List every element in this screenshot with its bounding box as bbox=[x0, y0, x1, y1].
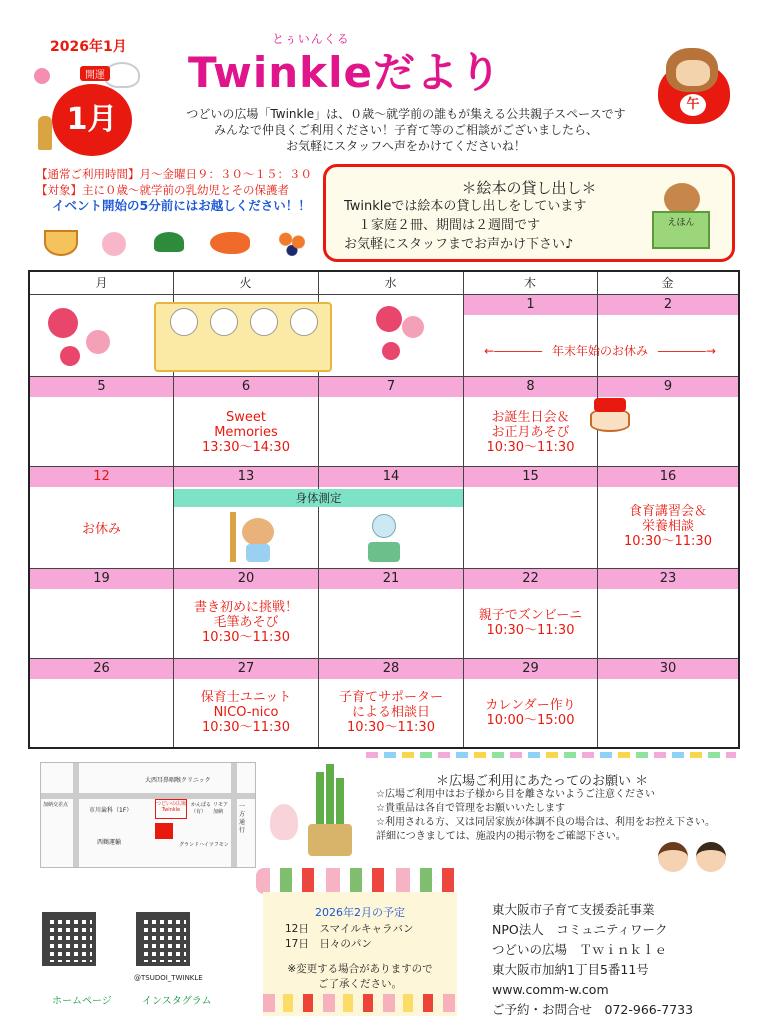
event-line: カレンダー作り bbox=[485, 698, 576, 713]
arrow-right-icon: ――――→ bbox=[657, 344, 716, 358]
day-7: 7 bbox=[319, 377, 463, 397]
map-label: 市川歯科（1F） bbox=[89, 807, 133, 814]
february-title: 2026年2月の予定 bbox=[315, 906, 405, 919]
map-label: つどいの広場Twinkle bbox=[156, 801, 187, 813]
note-line: ※変更する場合がありますので bbox=[287, 963, 433, 975]
event-line: NICO-nico bbox=[213, 705, 279, 720]
event-line: お誕生日会＆ bbox=[491, 410, 570, 425]
event-line: 書き初めに挑戦！ bbox=[193, 600, 298, 615]
notice-list bbox=[376, 788, 715, 844]
map-label: 加納交差点 bbox=[43, 802, 69, 808]
arrival-notice: イベント開始の5分前にはお越しください！！ bbox=[52, 198, 311, 213]
day-13: 13 bbox=[174, 467, 318, 487]
snowmen-kakizome-icon bbox=[154, 302, 332, 372]
rabbit-icon bbox=[270, 804, 298, 840]
day-23: 23 bbox=[598, 569, 738, 589]
notice-line: ☆貴重品は各自で管理をお願いいたします bbox=[376, 803, 565, 814]
map-label: 西鶴運輸 bbox=[97, 839, 122, 846]
event-line: 10:30～11:30 bbox=[486, 623, 575, 638]
february-items bbox=[285, 922, 413, 952]
day-30: 30 bbox=[598, 659, 738, 679]
day-14: 14 bbox=[319, 467, 463, 487]
weekday-tue: 火 bbox=[239, 276, 252, 290]
plum-blossom-icon bbox=[60, 346, 80, 366]
day-1: 1 bbox=[464, 295, 597, 315]
day-15: 15 bbox=[464, 467, 597, 487]
event-zoombini bbox=[464, 608, 597, 638]
picture-book bbox=[652, 211, 710, 249]
title-furigana: とぅいんくる bbox=[272, 32, 350, 46]
map-label: 大西耳鼻咽喉クリニック bbox=[145, 777, 211, 784]
event-kakizome bbox=[174, 600, 318, 645]
event-line: 食育講習会＆ bbox=[628, 504, 707, 519]
weekday-thu: 木 bbox=[523, 276, 536, 290]
intro-line: お気軽にスタッフへ声をかけてくださいね！ bbox=[286, 139, 526, 153]
lending-line: １家庭２冊、期間は２週間です bbox=[358, 218, 541, 233]
event-line: による相談日 bbox=[351, 705, 430, 720]
lending-body bbox=[344, 197, 586, 254]
intro-line: みんなで仲良くご利用ください！子育て等のご相談がございましたら、 bbox=[213, 123, 598, 137]
event-line: 10:30～11:30 bbox=[347, 720, 435, 735]
intro-line: つどいの広場「Twinkle」は、０歳～就学前の誰もが集える公共親子スペースです bbox=[186, 107, 626, 121]
kadomatsu-icon bbox=[296, 764, 356, 860]
map-label: リモア加納 bbox=[213, 802, 229, 815]
instagram-handle: @TSUDOI_TWINKLE bbox=[134, 974, 203, 982]
plum-blossom-icon bbox=[102, 232, 126, 256]
notice-title: ＊広場ご利用にあたってのお願い ＊ bbox=[436, 774, 649, 789]
notice-line: ☆広場ご利用中はお子様から目を離さないようご注意ください bbox=[376, 789, 655, 800]
day-19: 19 bbox=[30, 569, 173, 589]
day-22: 22 bbox=[464, 569, 597, 589]
holiday-note bbox=[468, 342, 732, 359]
day-2: 2 bbox=[598, 295, 738, 315]
target-value: 主に０歳～就学前の乳幼児とその保護者 bbox=[82, 183, 289, 197]
note-line: ご了承ください。 bbox=[318, 978, 402, 990]
bear-reading-icon bbox=[650, 183, 712, 251]
map-label: グランドハイツフモン bbox=[179, 842, 229, 848]
birthday-cake-icon bbox=[588, 394, 632, 434]
event-line: 子育てサポーター bbox=[338, 690, 443, 705]
hours-value: 月～金曜日９：３０～１５：３０ bbox=[139, 167, 312, 181]
lending-line: Twinkleでは絵本の貸し出しをしています bbox=[344, 199, 587, 214]
map-red-block bbox=[155, 823, 173, 839]
rabbit-scale-icon bbox=[368, 512, 402, 562]
org-line: 東大阪市子育て支援委託事業 bbox=[492, 902, 655, 917]
event-line: 10:30～11:30 bbox=[624, 534, 712, 549]
day-12: 12 bbox=[30, 467, 173, 487]
event-line: 10:30～11:30 bbox=[202, 720, 290, 735]
weekday-wed: 水 bbox=[384, 276, 397, 290]
org-address: 東大阪市加納1丁目5番11号 bbox=[492, 962, 649, 977]
plum-blossom-icon bbox=[34, 68, 50, 84]
book-label: えほん bbox=[667, 218, 695, 228]
intro-text bbox=[176, 106, 636, 154]
february-item: 17日 日々のパン bbox=[285, 938, 372, 950]
weekday-mon: 月 bbox=[95, 276, 108, 290]
month-badge bbox=[52, 84, 132, 156]
plum-blossom-icon bbox=[382, 342, 400, 360]
february-schedule bbox=[263, 892, 457, 1016]
event-supporter bbox=[319, 690, 463, 735]
hagoita-icon bbox=[38, 116, 52, 150]
access-map bbox=[40, 762, 256, 868]
day-20: 20 bbox=[174, 569, 318, 589]
day-6: 6 bbox=[174, 377, 318, 397]
map-twinkle-marker bbox=[155, 799, 187, 819]
event-closed bbox=[30, 522, 173, 537]
uma-badge: 午 bbox=[680, 94, 706, 116]
body-measurement-bar: 身体測定 bbox=[174, 489, 463, 507]
event-line: Memories bbox=[214, 425, 278, 440]
instagram-qr-code[interactable] bbox=[136, 912, 190, 966]
org-line: NPO法人 コミュニティワーク bbox=[492, 922, 668, 937]
children-icon bbox=[656, 842, 736, 874]
decoration-row bbox=[44, 224, 324, 264]
horse-daruma-icon bbox=[652, 42, 736, 124]
tai-fish-icon bbox=[210, 232, 250, 254]
event-line: お休み bbox=[81, 522, 121, 537]
event-line: 10:30～11:30 bbox=[202, 630, 290, 645]
event-line: 10:00～15:00 bbox=[486, 713, 575, 728]
homepage-qr-code[interactable] bbox=[42, 912, 96, 966]
org-line: つどいの広場 Ｔｗｉｎｋｌｅ bbox=[492, 942, 668, 957]
homepage-label: ホームページ bbox=[52, 996, 112, 1007]
notice-line: ☆利用される方、又は同居家族が体調不良の場合は、利用をお控え下さい。 bbox=[376, 817, 715, 828]
february-item: 12日 スマイルキャラバン bbox=[285, 923, 414, 935]
lending-title: ＊絵本の貸し出し＊ bbox=[461, 179, 597, 197]
pine-icon bbox=[154, 232, 184, 252]
org-website-link[interactable]: www.comm-w.com bbox=[492, 982, 609, 997]
confetti-strip bbox=[366, 752, 736, 758]
day-26: 26 bbox=[30, 659, 173, 679]
new-year-icons-strip bbox=[263, 994, 457, 1012]
event-line: 毛筆あそび bbox=[213, 615, 279, 630]
february-note bbox=[263, 962, 457, 992]
event-line: お正月あそび bbox=[491, 425, 570, 440]
event-nutrition bbox=[598, 504, 738, 549]
map-label: かんぱる（有） bbox=[191, 802, 212, 815]
plum-blossom-icon bbox=[402, 316, 424, 338]
event-line: 親子でズンビーニ bbox=[478, 608, 583, 623]
new-year-decoration bbox=[34, 58, 152, 158]
day-9: 9 bbox=[598, 377, 738, 397]
instagram-label: インスタグラム bbox=[142, 996, 212, 1007]
event-line: Sweet bbox=[226, 410, 266, 425]
event-line: 保育士ユニット bbox=[200, 690, 292, 705]
day-29: 29 bbox=[464, 659, 597, 679]
organization-info bbox=[492, 900, 693, 1020]
event-line: 13:30～14:30 bbox=[202, 440, 290, 455]
plum-blossom-icon bbox=[376, 306, 402, 332]
kaiun-badge: 開運 bbox=[80, 66, 110, 81]
plum-blossom-icon bbox=[48, 308, 78, 338]
new-year-icons-strip bbox=[256, 868, 466, 894]
day-27: 27 bbox=[174, 659, 318, 679]
book-lending-box bbox=[323, 164, 735, 262]
event-line: 10:30～11:30 bbox=[486, 440, 575, 455]
notice-line: 詳細につきましては、施設内の掲示物をご確認下さい。 bbox=[376, 831, 626, 842]
event-line: 栄養相談 bbox=[641, 519, 694, 534]
arrow-left-icon: ←―――― bbox=[484, 344, 543, 358]
event-sweet-memories bbox=[174, 410, 318, 455]
hours-info bbox=[36, 166, 312, 214]
day-28: 28 bbox=[319, 659, 463, 679]
event-calendar-making bbox=[464, 698, 597, 728]
day-16: 16 bbox=[598, 467, 738, 487]
org-contact: ご予約・お問合せ 072-966-7733 bbox=[492, 1002, 694, 1017]
month-badge-text: 1月 bbox=[66, 102, 118, 137]
plum-blossom-icon bbox=[86, 330, 110, 354]
lending-line: お気軽にスタッフまでお声かけ下さい♪ bbox=[344, 237, 574, 252]
day-8: 8 bbox=[464, 377, 597, 397]
year-month-label: 2026年1月 bbox=[50, 39, 127, 55]
day-21: 21 bbox=[319, 569, 463, 589]
weekday-fri: 金 bbox=[661, 276, 674, 290]
calendar bbox=[28, 270, 740, 749]
event-nico-nico bbox=[174, 690, 318, 735]
hours-label: 【通常ご利用時間】 bbox=[36, 167, 140, 181]
page-title: Twinkleだより bbox=[188, 48, 502, 97]
holiday-text: 年末年始のお休み bbox=[551, 344, 648, 358]
target-label: 【対象】 bbox=[36, 183, 82, 197]
ozoni-icon bbox=[44, 230, 78, 256]
bear-height-icon bbox=[230, 512, 278, 562]
map-label: 一方通行 bbox=[239, 803, 246, 834]
event-birthday bbox=[464, 410, 597, 455]
senryo-berry-icon bbox=[276, 228, 308, 256]
day-5: 5 bbox=[30, 377, 173, 397]
